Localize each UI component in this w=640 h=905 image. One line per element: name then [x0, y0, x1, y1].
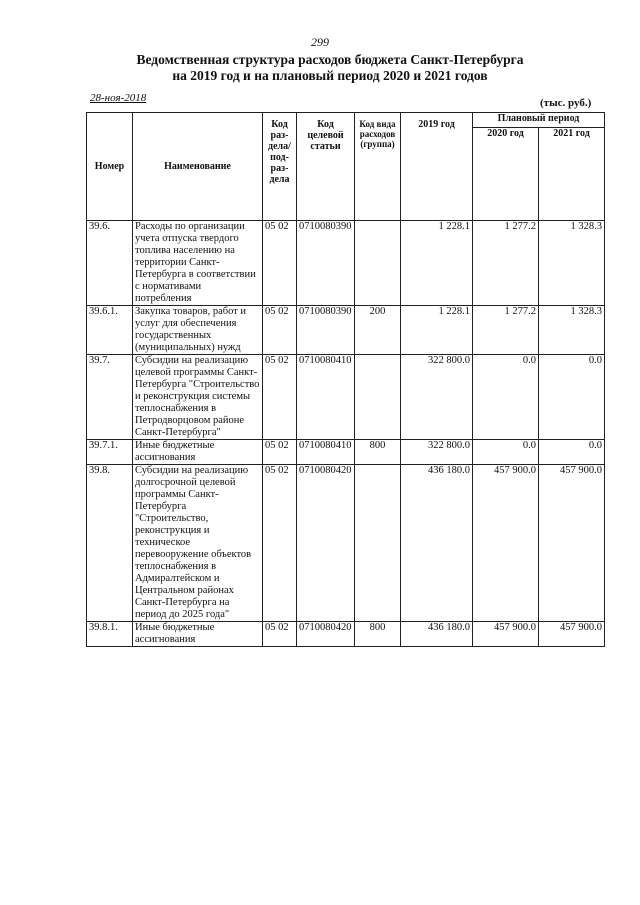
row-name: Иные бюджетные ассигнования	[133, 622, 263, 647]
row-number: 39.6.	[87, 221, 133, 306]
row-2021: 0.0	[539, 355, 605, 440]
row-name: Иные бюджетные ассигнования	[133, 440, 263, 465]
row-number: 39.7.1.	[87, 440, 133, 465]
table-row	[87, 465, 605, 622]
row-section-code: 05 02	[263, 306, 297, 355]
table-row	[87, 306, 605, 355]
units-label: (тыс. руб.)	[540, 97, 592, 109]
row-2021: 0.0	[539, 440, 605, 465]
row-number: 39.6.1.	[87, 306, 133, 355]
row-name: Закупка товаров, работ и услуг для обеспечения государственных (муниципальных) нужд	[133, 306, 263, 355]
row-target-code: 0710080420	[297, 465, 355, 622]
row-expense-type: 200	[355, 306, 401, 355]
row-2020: 1 277.2	[473, 221, 539, 306]
row-2020: 457 900.0	[473, 465, 539, 622]
row-section-code: 05 02	[263, 465, 297, 622]
row-target-code: 0710080390	[297, 221, 355, 306]
row-2020: 457 900.0	[473, 622, 539, 647]
row-2021: 1 328.3	[539, 221, 605, 306]
title-line-2: на 2019 год и на плановый период 2020 и 2021 годов	[172, 68, 488, 83]
row-2019: 322 800.0	[401, 355, 473, 440]
page-number: 299	[311, 35, 329, 49]
header-expense-type-code: Код вида расходов (группа)	[355, 113, 401, 221]
row-section-code: 05 02	[263, 440, 297, 465]
row-name: Субсидии на реализацию долгосрочной целевой программы Санкт-Петербурга "Строительство, реконструкция и техническое перевооружение объектов теплоснабжения в Адмиралтейском и Центральном районах Санкт-Петербурга на период до 2025 года"	[133, 465, 263, 622]
row-2019: 1 228.1	[401, 306, 473, 355]
row-2020: 1 277.2	[473, 306, 539, 355]
header-row-1	[87, 113, 605, 128]
row-name: Расходы по организации учета отпуска твердого топлива населению на территории Санкт-Петербурга в соответствии с нормативами потребления	[133, 221, 263, 306]
row-expense-type	[355, 221, 401, 306]
table-row	[87, 221, 605, 306]
budget-table	[86, 112, 605, 647]
row-2021: 457 900.0	[539, 465, 605, 622]
row-target-code: 0710080410	[297, 355, 355, 440]
row-2019: 436 180.0	[401, 622, 473, 647]
header-name: Наименование	[133, 113, 263, 221]
row-name: Субсидии на реализацию целевой программы Санкт-Петербурга "Строительство и реконструкция системы теплоснабжения в Петродворцовом районе Санкт-Петербурга"	[133, 355, 263, 440]
row-target-code: 0710080390	[297, 306, 355, 355]
header-number: Номер	[87, 113, 133, 221]
document-title	[0, 52, 640, 84]
row-2019: 436 180.0	[401, 465, 473, 622]
row-2021: 457 900.0	[539, 622, 605, 647]
row-target-code: 0710080410	[297, 440, 355, 465]
row-expense-type	[355, 465, 401, 622]
row-2020: 0.0	[473, 355, 539, 440]
row-number: 39.8.1.	[87, 622, 133, 647]
row-section-code: 05 02	[263, 355, 297, 440]
row-2020: 0.0	[473, 440, 539, 465]
header-2019: 2019 год	[401, 113, 473, 221]
table-row	[87, 355, 605, 440]
row-target-code: 0710080420	[297, 622, 355, 647]
row-2021: 1 328.3	[539, 306, 605, 355]
header-section-code: Код раз- дела/ под- раз- дела	[263, 113, 297, 221]
row-2019: 322 800.0	[401, 440, 473, 465]
header-2021: 2021 год	[539, 128, 605, 221]
header-planning-period: Плановый период	[473, 113, 605, 128]
header-2020: 2020 год	[473, 128, 539, 221]
row-number: 39.7.	[87, 355, 133, 440]
table-row	[87, 440, 605, 465]
row-number: 39.8.	[87, 465, 133, 622]
row-section-code: 05 02	[263, 622, 297, 647]
document-date: 28-ноя-2018	[90, 92, 147, 104]
header-target-code: Код целевой статьи	[297, 113, 355, 221]
row-2019: 1 228.1	[401, 221, 473, 306]
row-expense-type: 800	[355, 622, 401, 647]
row-expense-type: 800	[355, 440, 401, 465]
title-line-1: Ведомственная структура расходов бюджета Санкт-Петербурга	[136, 52, 524, 67]
table-row	[87, 622, 605, 647]
row-expense-type	[355, 355, 401, 440]
row-section-code: 05 02	[263, 221, 297, 306]
